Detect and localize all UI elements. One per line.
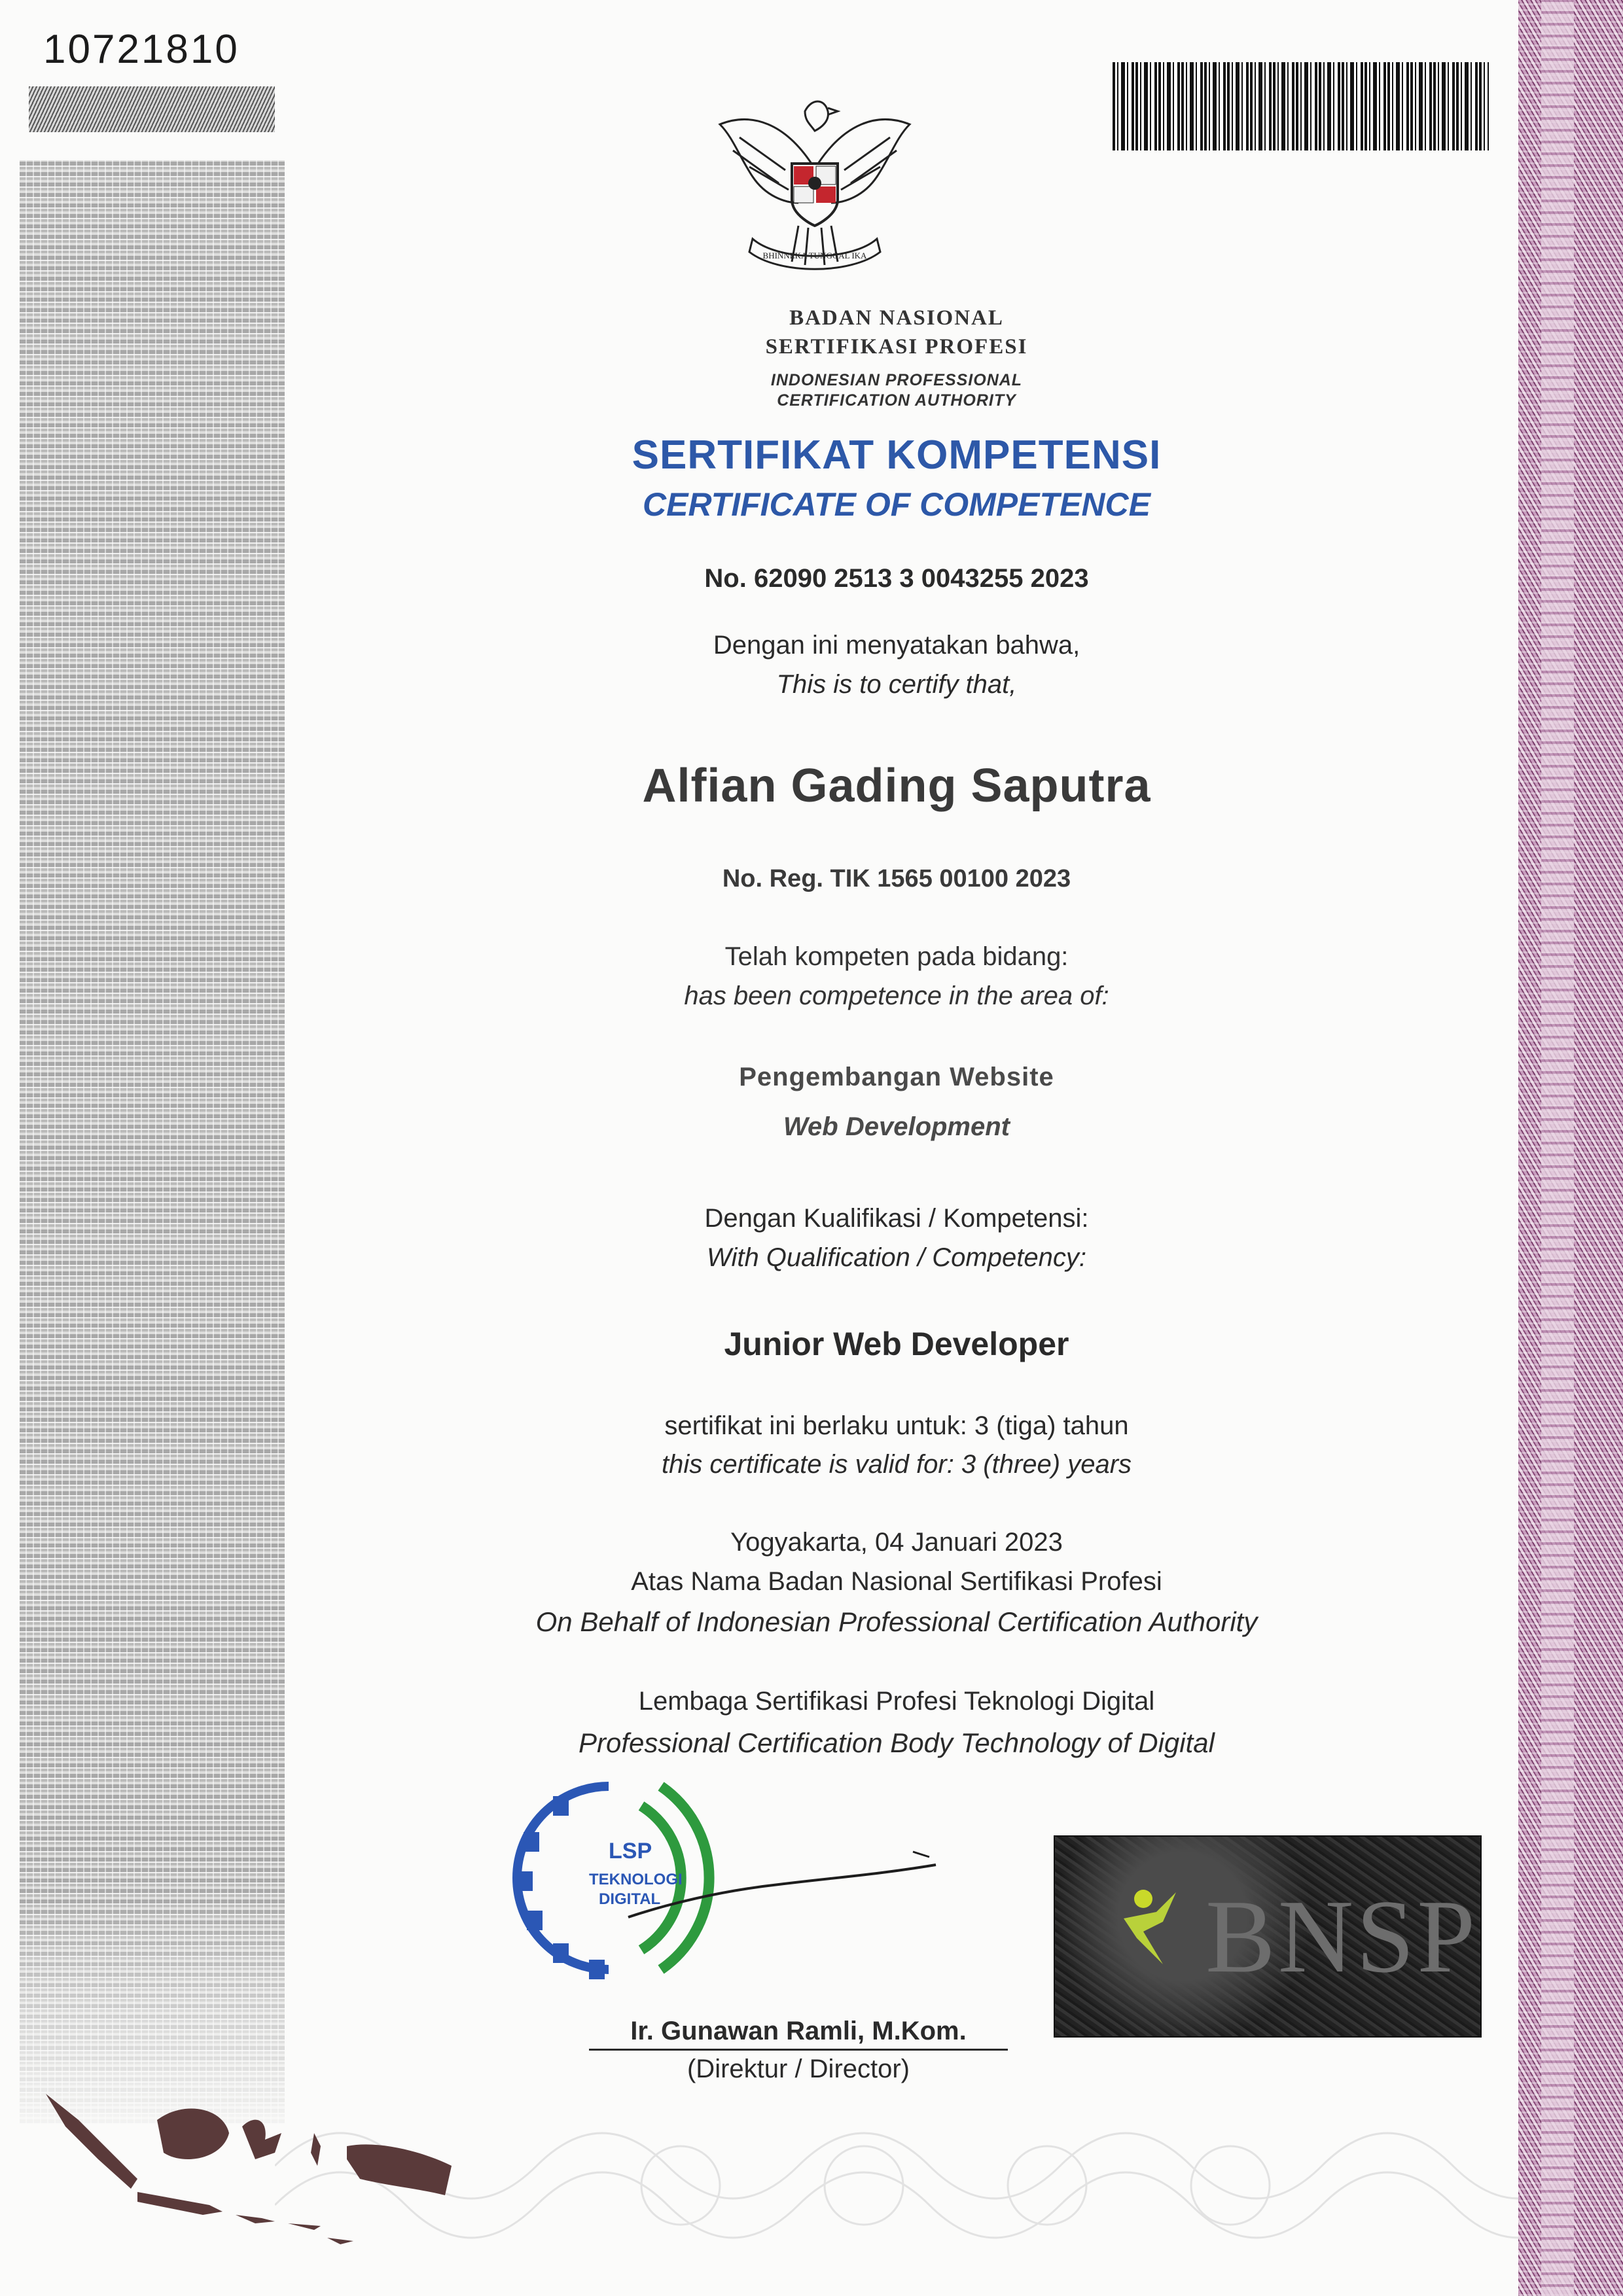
on-behalf-id: Atas Nama Badan Nasional Sertifikasi Profesi xyxy=(631,1567,1162,1596)
certificate-title-en: CERTIFICATE OF COMPETENCE xyxy=(643,486,1150,523)
qualification-label-id: Dengan Kualifikasi / Kompetensi: xyxy=(704,1204,1089,1233)
bnsp-figure-icon xyxy=(1117,1886,1189,1971)
competence-label-id: Telah kompeten pada bidang: xyxy=(724,942,1069,971)
security-pattern-strip xyxy=(20,160,285,2123)
validity-en: this certificate is valid for: 3 (three) years xyxy=(661,1450,1132,1479)
qualification-value: Junior Web Developer xyxy=(724,1326,1069,1362)
garuda-emblem-icon xyxy=(713,85,916,301)
lsp-logo-line3: DIGITAL xyxy=(599,1890,661,1908)
competence-field-en: Web Development xyxy=(783,1112,1010,1141)
issuer-name-en-line2: CERTIFICATION AUTHORITY xyxy=(777,391,1016,410)
issue-place-date: Yogyakarta, 04 Januari 2023 xyxy=(730,1528,1063,1557)
security-border-text-band xyxy=(1541,0,1574,2296)
signer-name: Ir. Gunawan Ramli, M.Kom. xyxy=(589,2017,1008,2051)
emblem-motto: BHINNEKA TUNGGAL IKA xyxy=(762,251,867,260)
issuer-name-line2: SERTIFIKASI PROFESI xyxy=(765,335,1028,359)
lsp-name-id: Lembaga Sertifikasi Profesi Teknologi Digital xyxy=(638,1687,1155,1716)
qualification-label-en: With Qualification / Competency: xyxy=(707,1243,1086,1272)
hologram-text: BNSP xyxy=(1205,1878,1478,1994)
competence-label-en: has been competence in the area of: xyxy=(684,981,1109,1010)
signer-title: (Direktur / Director) xyxy=(687,2055,910,2083)
certificate-title: SERTIFIKAT KOMPETENSI xyxy=(632,433,1162,478)
serial-hatch-pattern xyxy=(29,86,275,132)
lsp-logo-line1: LSP xyxy=(609,1839,652,1863)
issuer-name-line1: BADAN NASIONAL xyxy=(789,306,1004,330)
certificate-number: No. 62090 2513 3 0043255 2023 xyxy=(704,564,1089,593)
issuer-name-en-line1: INDONESIAN PROFESSIONAL xyxy=(770,371,1023,389)
certify-statement-en: This is to certify that, xyxy=(776,670,1017,699)
signature-stroke xyxy=(615,1826,955,1930)
validity-id: sertifikat ini berlaku untuk: 3 (tiga) tahun xyxy=(664,1411,1129,1440)
bnsp-hologram xyxy=(1054,1835,1482,2038)
holder-name: Alfian Gading Saputra xyxy=(642,760,1151,812)
lsp-logo-line2: TEKNOLOGI xyxy=(589,1871,683,1888)
barcode xyxy=(1113,62,1489,150)
registration-number: No. Reg. TIK 1565 00100 2023 xyxy=(722,865,1071,892)
indonesia-map-icon xyxy=(39,2081,458,2251)
competence-field-id: Pengembangan Website xyxy=(739,1063,1054,1091)
on-behalf-en: On Behalf of Indonesian Professional Certification Authority xyxy=(535,1606,1258,1637)
watermark-pattern xyxy=(275,2061,1518,2270)
lsp-name-en: Professional Certification Body Technology of Digital xyxy=(579,1727,1215,1758)
serial-number: 10721810 xyxy=(43,27,240,72)
certify-statement-id: Dengan ini menyatakan bahwa, xyxy=(713,631,1080,660)
